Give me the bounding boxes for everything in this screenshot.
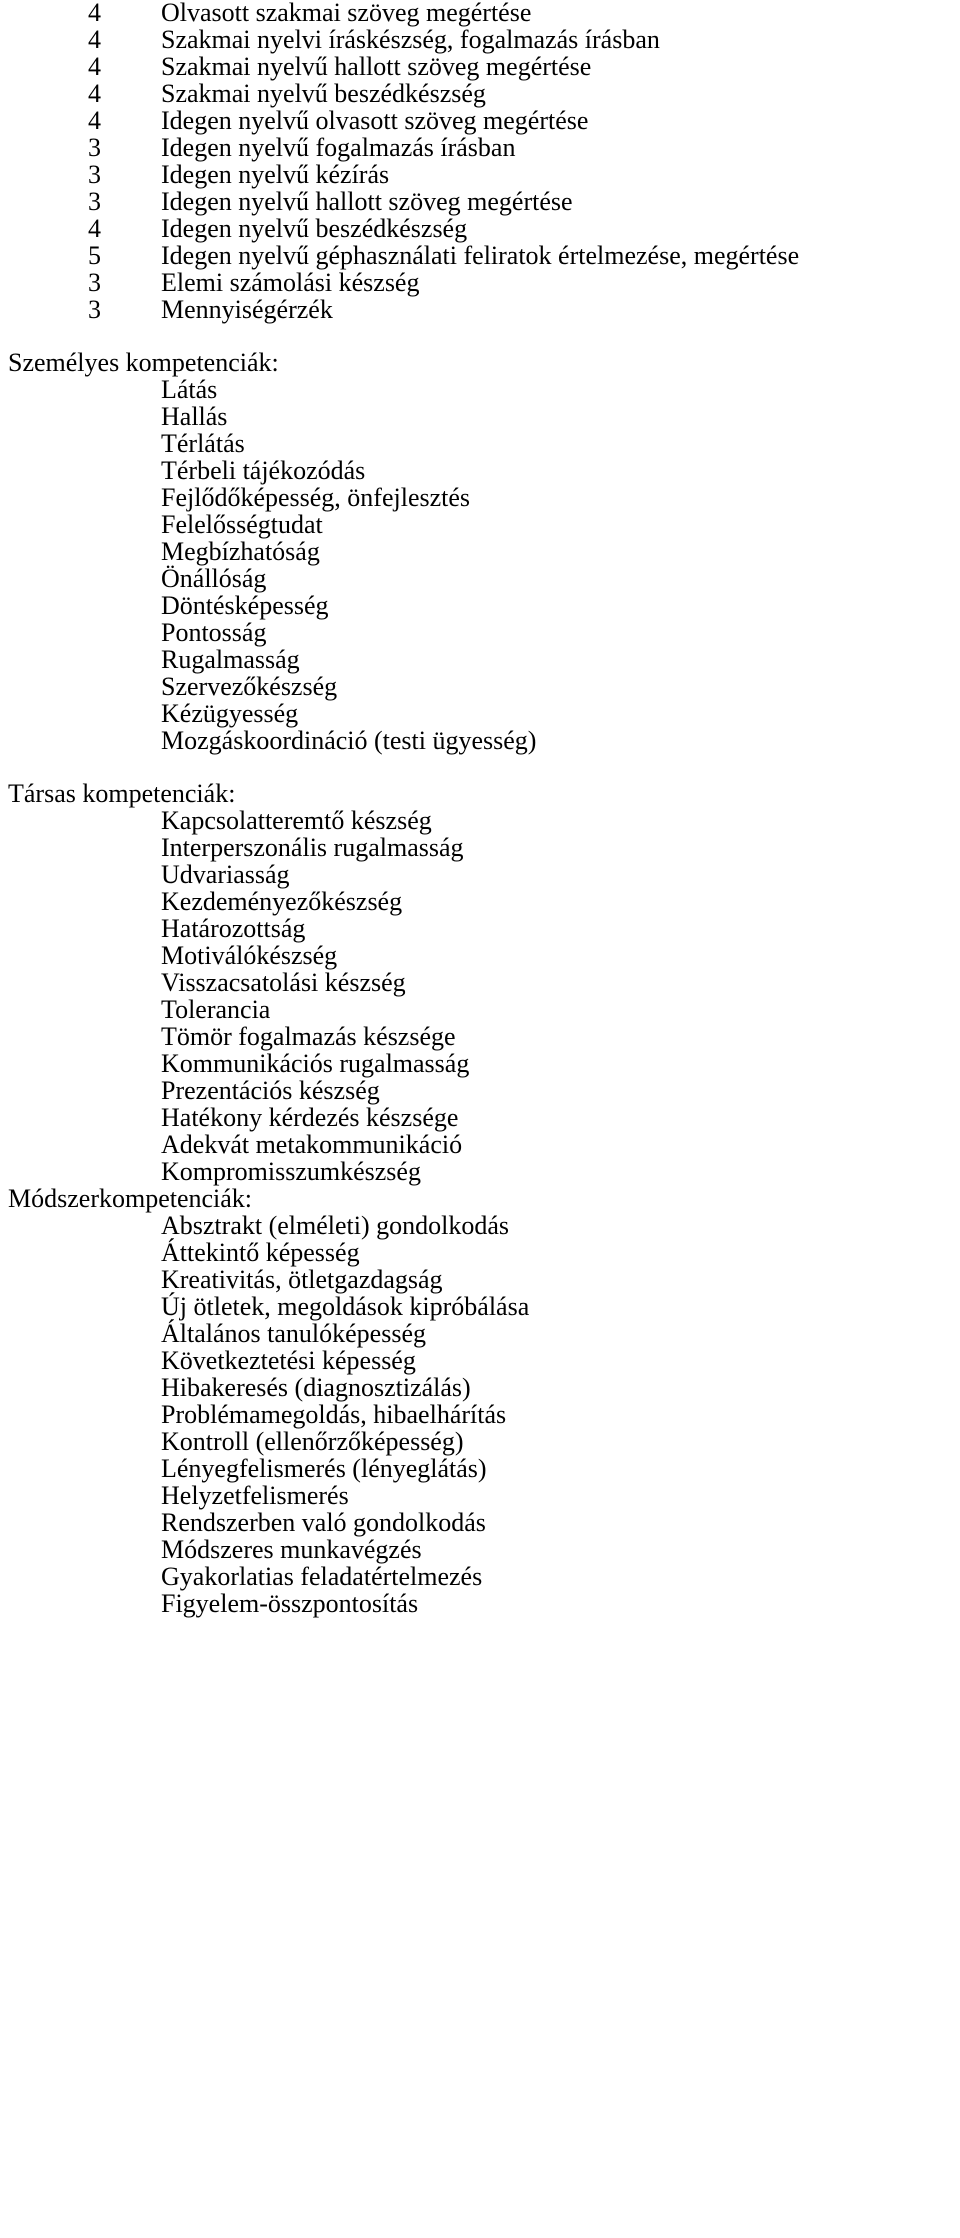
skill-label: Mennyiségérzék (161, 295, 333, 324)
list-item: Szervezőkészség (161, 672, 338, 701)
list-item: Pontosság (161, 618, 267, 647)
list-item: Gyakorlatias feladatértelmezés (161, 1562, 483, 1591)
list-item: Hibakeresés (diagnosztizálás) (161, 1373, 471, 1402)
list-item: Kézügyesség (161, 699, 299, 728)
list-item: Kompromisszumkészség (161, 1157, 421, 1186)
skill-level: 5 (88, 241, 101, 270)
list-item: Problémamegoldás, hibaelhárítás (161, 1400, 507, 1429)
skill-label: Szakmai nyelvi íráskészség, fogalmazás írásban (161, 25, 660, 54)
list-item: Fejlődőképesség, önfejlesztés (161, 483, 471, 512)
skill-level: 3 (88, 160, 101, 189)
list-item: Hallás (161, 402, 228, 431)
list-item: Felelősségtudat (161, 510, 323, 539)
skill-level: 4 (88, 106, 101, 135)
skill-level: 3 (88, 295, 101, 324)
list-item: Önállóság (161, 564, 267, 593)
list-item: Kommunikációs rugalmasság (161, 1049, 470, 1078)
skill-level: 3 (88, 187, 101, 216)
skill-label: Elemi számolási készség (161, 268, 420, 297)
skill-label: Idegen nyelvű fogalmazás írásban (161, 133, 516, 162)
skill-label: Idegen nyelvű géphasználati feliratok értelmezése, megértése (161, 241, 800, 270)
list-item: Adekvát metakommunikáció (161, 1130, 463, 1159)
list-item: Kontroll (ellenőrzőképesség) (161, 1427, 464, 1456)
list-item: Következtetési képesség (161, 1346, 416, 1375)
section-heading: Személyes kompetenciák: (8, 348, 279, 377)
skill-level: 4 (88, 79, 101, 108)
list-item: Helyzetfelismerés (161, 1481, 349, 1510)
section-heading: Módszerkompetenciák: (8, 1184, 253, 1213)
list-item: Mozgáskoordináció (testi ügyesség) (161, 726, 537, 755)
list-item: Döntésképesség (161, 591, 329, 620)
list-item: Tömör fogalmazás készsége (161, 1022, 456, 1051)
skill-label: Idegen nyelvű kézírás (161, 160, 390, 189)
list-item: Lényegfelismerés (lényeglátás) (161, 1454, 487, 1483)
section-heading: Társas kompetenciák: (8, 779, 236, 808)
list-item: Általános tanulóképesség (161, 1319, 426, 1348)
list-item: Térbeli tájékozódás (161, 456, 366, 485)
list-item: Új ötletek, megoldások kipróbálása (161, 1292, 530, 1321)
list-item: Módszeres munkavégzés (161, 1535, 422, 1564)
list-item: Interperszonális rugalmasság (161, 833, 464, 862)
list-item: Hatékony kérdezés készsége (161, 1103, 459, 1132)
skill-level: 4 (88, 0, 101, 27)
list-item: Udvariasság (161, 860, 290, 889)
skill-label: Idegen nyelvű beszédkészség (161, 214, 468, 243)
list-item: Prezentációs készség (161, 1076, 380, 1105)
skill-label: Szakmai nyelvű beszédkészség (161, 79, 486, 108)
list-item: Figyelem-összpontosítás (161, 1589, 419, 1618)
list-item: Kapcsolatteremtő készség (161, 806, 432, 835)
list-item: Térlátás (161, 429, 245, 458)
list-item: Tolerancia (161, 995, 271, 1024)
skill-label: Idegen nyelvű hallott szöveg megértése (161, 187, 573, 216)
list-item: Áttekintő képesség (161, 1238, 360, 1267)
list-item: Kreativitás, ötletgazdagság (161, 1265, 443, 1294)
skill-level: 4 (88, 214, 101, 243)
list-item: Rugalmasság (161, 645, 300, 674)
skill-level: 3 (88, 133, 101, 162)
skill-label: Olvasott szakmai szöveg megértése (161, 0, 532, 27)
skill-level: 3 (88, 268, 101, 297)
list-item: Megbízhatóság (161, 537, 320, 566)
list-item: Motiválókészség (161, 941, 338, 970)
skill-level: 4 (88, 52, 101, 81)
list-item: Absztrakt (elméleti) gondolkodás (161, 1211, 510, 1240)
list-item: Határozottság (161, 914, 306, 943)
list-item: Rendszerben való gondolkodás (161, 1508, 486, 1537)
skill-label: Szakmai nyelvű hallott szöveg megértése (161, 52, 592, 81)
list-item: Kezdeményezőkészség (161, 887, 403, 916)
skill-level: 4 (88, 25, 101, 54)
list-item: Látás (161, 375, 218, 404)
skill-label: Idegen nyelvű olvasott szöveg megértése (161, 106, 589, 135)
list-item: Visszacsatolási készség (161, 968, 406, 997)
